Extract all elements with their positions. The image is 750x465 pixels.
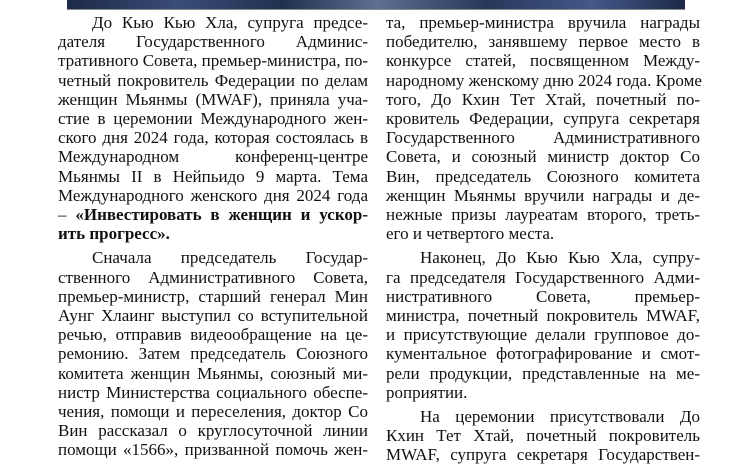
- text-line: нистративного Совета, премьер-: [386, 286, 700, 306]
- article-column-left: [58, 13, 368, 460]
- text-line: нистр Министерства социального обеспе-: [58, 382, 368, 402]
- text-line: победителю, занявшему первое место в: [386, 32, 700, 52]
- text-line: премьер-министр, старший генерал Мин: [58, 286, 368, 306]
- text-line: ского дня 2024 года, которая состоялась в: [58, 128, 368, 148]
- text-line: га председателя Государственного Адми-: [386, 267, 700, 287]
- text-line: До Кью Кью Хла, супруга предсе-: [92, 13, 368, 32]
- paragraph-attendees: [386, 407, 700, 465]
- text-line: [58, 224, 368, 243]
- text-line: чения, помощи и переселения, доктор Со: [58, 402, 368, 422]
- paragraph-photo: [386, 248, 700, 402]
- text-line: Государственного Административного: [386, 128, 700, 148]
- paragraph-speech: [58, 248, 368, 459]
- paragraph-intro: [58, 13, 368, 243]
- text-line: его и четвертого места.: [386, 224, 555, 244]
- text-line: нежные призы лауреатам второго, треть-: [386, 205, 700, 225]
- text-line: тративного Совета, премьер-министра, по-: [58, 51, 369, 71]
- text-line: Международном конференц-центре: [58, 147, 368, 167]
- text-line: и присутствующие делали групповое до-: [386, 325, 700, 345]
- text-line: Совета, и союзный министр доктор Со: [386, 147, 700, 167]
- text-line: Мьянмы II в Нейпьидо 9 марта. Тема: [58, 166, 368, 186]
- text-line: того, До Кхин Тет Хтай, почетный по-: [386, 89, 700, 109]
- text-line: кументальное фотографирование и смот-: [386, 344, 700, 364]
- text-line: кровитель Федерации, супруга секретаря: [386, 109, 700, 129]
- text-line: речью, отправив видеообращение на це-: [58, 325, 368, 345]
- text-line: роприятии.: [386, 382, 468, 402]
- article-column-right: [386, 13, 700, 465]
- theme-text: ить прогресс».: [58, 224, 170, 244]
- text-line: та, премьер-министра вручила награды: [386, 13, 700, 32]
- text-line: Наконец, До Кью Кью Хла, супру-: [420, 248, 700, 268]
- text-line: MWAF, супруга секретаря Государствен-: [386, 445, 700, 465]
- text-line: На церемонии присутствовали До: [420, 407, 700, 427]
- text-line: помощи «1566», призванной помочь жен-: [58, 440, 368, 460]
- text-line: ственного Административного Совета,: [58, 267, 368, 287]
- text-line: четный покровитель Федерации по делам: [58, 70, 368, 90]
- text-line: женщин Мьянмы (MWAF), приняла уча-: [58, 89, 368, 109]
- text-line: конкурсе статей, посвященном Между-: [386, 51, 700, 71]
- text-line: дателя Государственного Админис-: [58, 32, 368, 52]
- text-line: Вин, председатель Союзного комитета: [386, 166, 700, 186]
- text-line: [58, 205, 368, 224]
- text-line: стие в церемонии Международного жен-: [58, 109, 368, 129]
- text-line: народному женскому дню 2024 года. Кроме: [386, 70, 702, 90]
- theme-text: «Инвестировать в женщин и ускор-: [75, 205, 369, 225]
- text-line: женщин Мьянмы вручили награды и де-: [386, 185, 700, 205]
- text-line: ремонию. Затем председатель Союзного: [58, 344, 368, 364]
- text-line: Аунг Хлаинг выступил со вступительной: [58, 306, 368, 326]
- text-line: Сначала председатель Государ-: [92, 248, 368, 268]
- text-line: рели продукции, представленные на ме-: [386, 363, 700, 383]
- text-line: министра, почетный покровитель MWAF,: [386, 306, 700, 326]
- text-line: Вин рассказал о круглосуточной линии: [58, 421, 368, 441]
- dash: –: [58, 205, 76, 225]
- text-line: комитета женщин Мьянмы, союзный ми-: [58, 363, 368, 383]
- text-line: Международного женского дня 2024 года: [58, 185, 368, 205]
- paragraph-awards: [386, 13, 700, 243]
- text-line: Кхин Тет Хтай, почетный покровитель: [386, 426, 700, 446]
- header-photo: [67, 0, 685, 10]
